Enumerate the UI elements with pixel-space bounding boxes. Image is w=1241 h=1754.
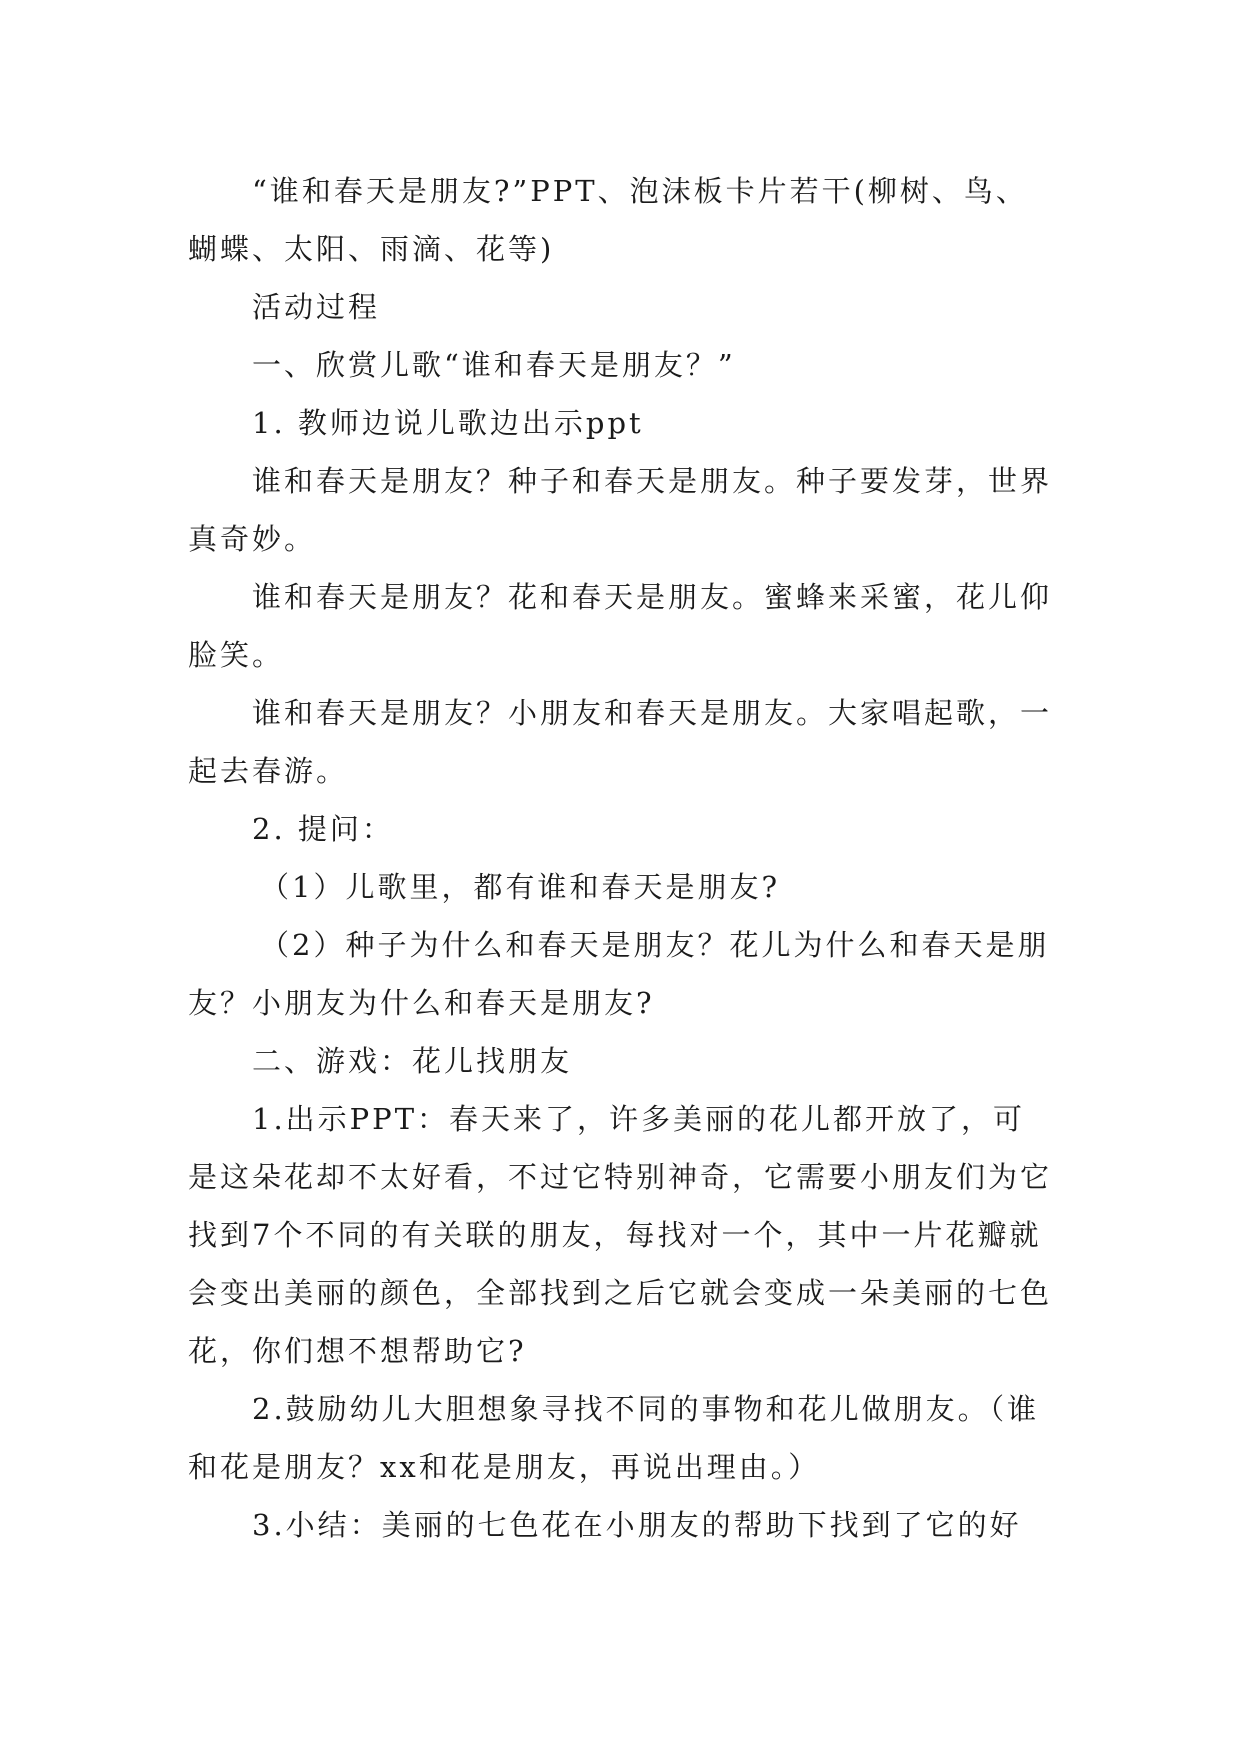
section-heading-activity-process: 活动过程 bbox=[252, 290, 381, 324]
materials-paragraph: “谁和春天是朋友?”PPT、泡沫板卡片若干(柳树、鸟、蝴蝶、太阳、雨滴、花等) bbox=[188, 174, 1028, 266]
section-heading-part-two: 二、游戏：花儿找朋友 bbox=[252, 1044, 573, 1078]
step-2-paragraph: 2. 提问： bbox=[252, 812, 394, 846]
game-step-2: 2.鼓励幼儿大胆想象寻找不同的事物和花儿做朋友。（谁和花是朋友？xx和花是朋友，再说出理由。） bbox=[188, 1392, 1040, 1484]
poem-verse-2: 谁和春天是朋友？花和春天是朋友。蜜蜂来采蜜，花儿仰脸笑。 bbox=[188, 580, 1053, 672]
game-step-3: 3.小结：美丽的七色花在小朋友的帮助下找到了它的好 bbox=[252, 1508, 1022, 1542]
poem-verse-3: 谁和春天是朋友？小朋友和春天是朋友。大家唱起歌，一起去春游。 bbox=[188, 696, 1053, 788]
poem-verse-1: 谁和春天是朋友？种子和春天是朋友。种子要发芽，世界真奇妙。 bbox=[188, 464, 1053, 556]
step-1-paragraph: 1. 教师边说儿歌边出示ppt bbox=[252, 406, 644, 440]
game-step-1: 1.出示PPT：春天来了，许多美丽的花儿都开放了，可是这朵花却不太好看，不过它特别神奇，它需要小朋友们为它找到7个不同的有关联的朋友，每找对一个，其中一片花瓣就会变出美丽的颜色，全部找到之后它就会变成一朵美丽的七色花，你们想不想帮助它? bbox=[188, 1102, 1053, 1368]
question-1: （1）儿歌里，都有谁和春天是朋友? bbox=[260, 870, 780, 904]
question-2: （2）种子为什么和春天是朋友？花儿为什么和春天是朋友？小朋友为什么和春天是朋友? bbox=[188, 928, 1050, 1020]
section-heading-part-one: 一、欣赏儿歌“谁和春天是朋友？” bbox=[252, 348, 736, 382]
document-body bbox=[188, 162, 1054, 1554]
